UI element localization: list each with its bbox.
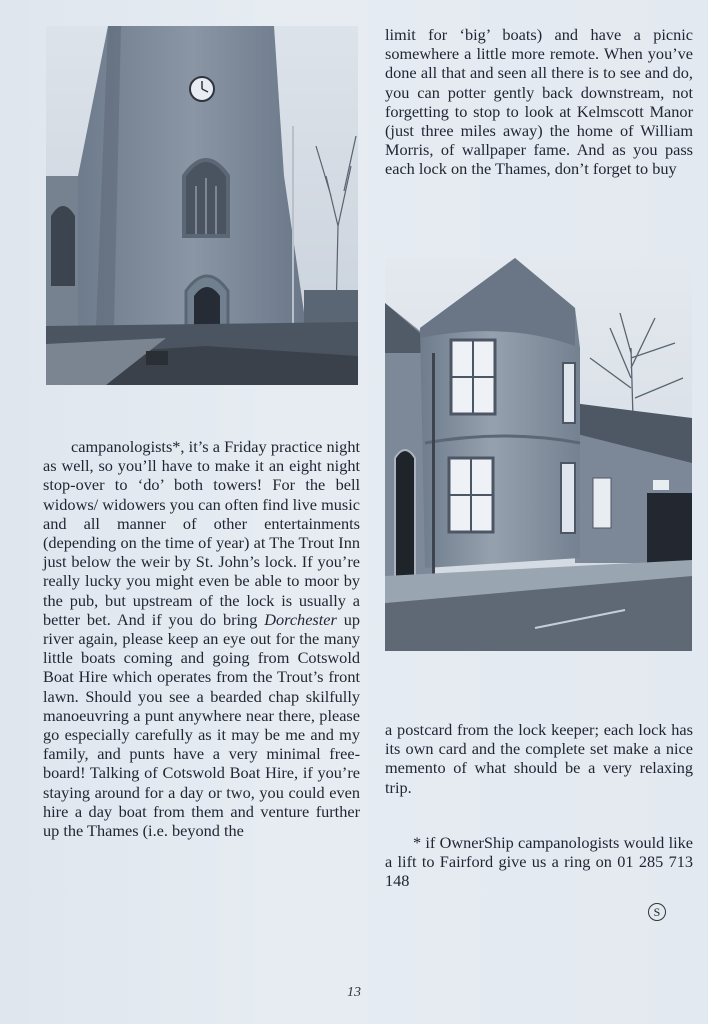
boat-name: Dorchester bbox=[264, 609, 337, 629]
left-paragraph bbox=[43, 437, 360, 840]
end-mark-icon: S bbox=[648, 903, 666, 921]
footnote-text: * if OwnerShip campanologists would like a lift to Fairford give us a ring on 01 285 713 148 bbox=[385, 833, 693, 891]
church-tower-photo bbox=[46, 26, 358, 385]
church-tower-illustration bbox=[46, 26, 358, 385]
left-text-part1: campanologists*, it’s a Friday practice night as well, so you’ll have to make it an eight night stop-over to ‘do’ both towers! For the bell widows/ widowers you can often find live music and all manner of other entertainments (depending on the time of year) at The Trout Inn just below the weir by St. John’s lock. If you’re really lucky you might even be able to moor by the pub, but upstream of the lock is usually a better bet. And if you do bring bbox=[43, 437, 360, 629]
stone-house-illustration bbox=[385, 258, 692, 651]
right-column-top-text bbox=[385, 25, 693, 179]
left-text-part2: up river again, please keep an eye out for the many little boats coming and going from Cotswold Boat Hire which operates from the Trout’s front lawn. Should you see a bearded chap skilfully manoeuvring a punt anywhere near there, please go especially carefully as it may be me and my family, and punts have a very minimal free-board! Talking of Cotswold Boat Hire, if you’re staying around for a day or two, you could even hire a day boat from them and venture further up the Thames (i.e. beyond the bbox=[43, 609, 360, 841]
stone-house-photo bbox=[385, 258, 692, 651]
footnote bbox=[385, 833, 693, 891]
page-number: 13 bbox=[347, 985, 361, 1000]
left-column-text bbox=[43, 437, 360, 840]
right-top-paragraph: limit for ‘big’ boats) and have a picnic somewhere a little more remote. When you’ve done all that and seen all there is to see and do, you can potter gently back downstream, not forgetting to stop to look at Kelmscott Manor (just three miles away) the home of William Morris, of wallpaper fame. And as you pass each lock on the Thames, don’t forget to buy bbox=[385, 25, 693, 179]
right-bottom-paragraph: a postcard from the lock keeper; each lock has its own card and the complete set make a nice memento of what should be a very relaxing trip. bbox=[385, 720, 693, 797]
right-column-bottom-text bbox=[385, 720, 693, 797]
